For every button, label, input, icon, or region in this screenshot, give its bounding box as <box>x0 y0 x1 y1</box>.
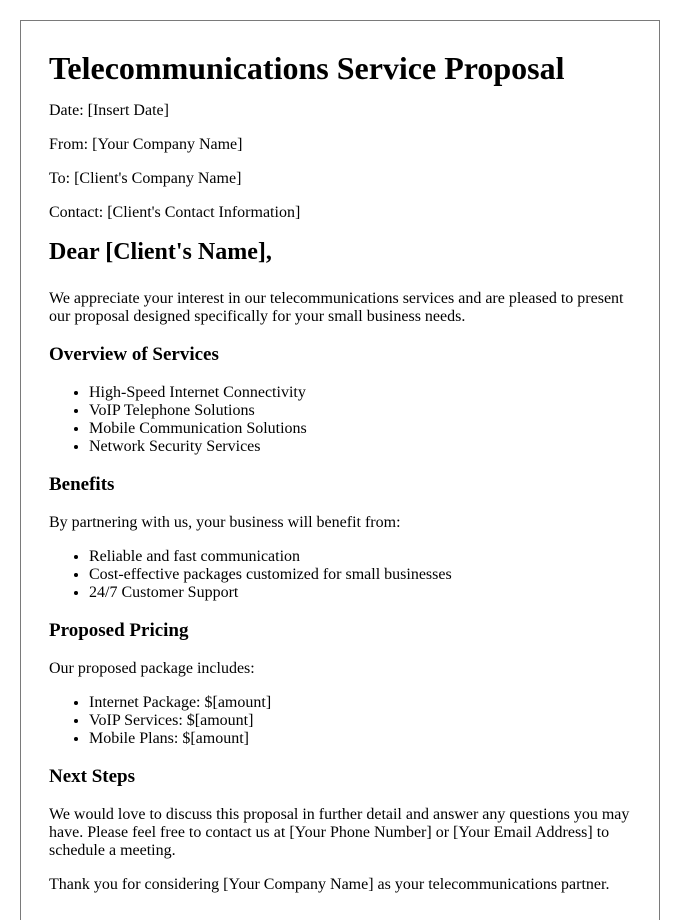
list-item: • Internet Package: $[amount] <box>89 694 631 712</box>
list-item: • VoIP Services: $[amount] <box>89 712 631 730</box>
benefits-lead: By partnering with us, your business will benefit from: <box>49 514 401 531</box>
list-item: • 24/7 Customer Support <box>89 584 631 602</box>
next-steps-heading: Next Steps <box>49 766 136 787</box>
document-meta <box>49 102 631 222</box>
benefits-heading: Benefits <box>49 474 115 495</box>
benefits-list <box>49 548 631 602</box>
meta-date: Date: [Insert Date] <box>49 102 169 119</box>
list-item: • Mobile Communication Solutions <box>89 420 631 438</box>
next-steps-paragraph: We would love to discuss this proposal in further detail and answer any questions you may have. Please feel free to contact us at [Your Phone Number] or [Your Email Address] to schedule a meeting. <box>49 806 630 859</box>
list-item: • Reliable and fast communication <box>89 548 631 566</box>
document-page <box>20 20 660 920</box>
list-item: • VoIP Telephone Solutions <box>89 402 631 420</box>
overview-list <box>49 384 631 456</box>
meta-to: To: [Client's Company Name] <box>49 170 242 187</box>
overview-heading: Overview of Services <box>49 344 219 365</box>
list-item: • Cost-effective packages customized for small businesses <box>89 566 631 584</box>
list-item: • High-Speed Internet Connectivity <box>89 384 631 402</box>
meta-contact: Contact: [Client's Contact Information] <box>49 204 301 221</box>
salutation: Dear [Client's Name], <box>49 239 272 265</box>
list-item: • Mobile Plans: $[amount] <box>89 730 631 748</box>
list-item: • Network Security Services <box>89 438 631 456</box>
document-title: Telecommunications Service Proposal <box>49 50 565 86</box>
pricing-lead: Our proposed package includes: <box>49 660 255 677</box>
pricing-list <box>49 694 631 748</box>
closing-paragraph: Thank you for considering [Your Company Name] as your telecommunications partner. <box>49 876 610 893</box>
intro-paragraph: We appreciate your interest in our telecommunications services and are pleased to present our proposal designed specifically for your small business needs. <box>49 290 624 325</box>
pricing-heading: Proposed Pricing <box>49 620 189 641</box>
meta-from: From: [Your Company Name] <box>49 136 243 153</box>
